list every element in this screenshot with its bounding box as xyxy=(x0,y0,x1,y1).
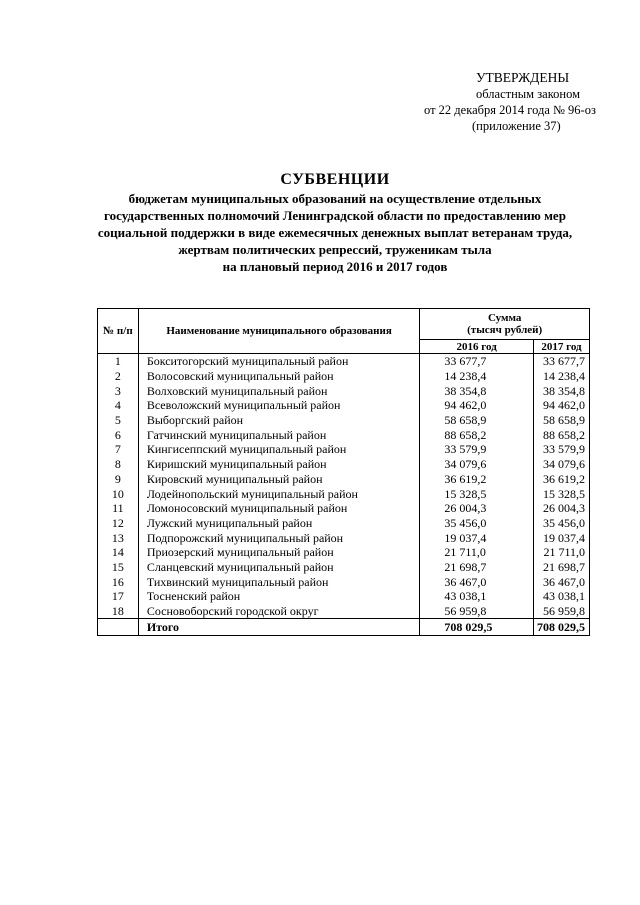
row-number: 13 xyxy=(98,530,139,545)
row-name: Волховский муниципальный район xyxy=(138,383,420,398)
row-name: Лужский муниципальный район xyxy=(138,516,420,531)
table-row xyxy=(98,560,590,575)
row-value-2017: 38 354,8 xyxy=(534,383,590,398)
table-row xyxy=(98,354,590,369)
row-value-2017: 14 238,4 xyxy=(534,369,590,384)
subsidies-table xyxy=(97,308,590,636)
row-value-2017: 26 004,3 xyxy=(534,501,590,516)
row-name: Бокситогорский муниципальный район xyxy=(138,354,420,369)
row-value-2017: 35 456,0 xyxy=(534,516,590,531)
row-value-2017: 19 037,4 xyxy=(534,530,590,545)
title-line: на плановый период 2016 и 2017 годов xyxy=(222,259,448,274)
row-name: Приозерский муниципальный район xyxy=(138,545,420,560)
row-value-2016: 15 328,5 xyxy=(420,486,534,501)
row-value-2016: 26 004,3 xyxy=(420,501,534,516)
row-value-2017: 33 677,7 xyxy=(534,354,590,369)
row-value-2016: 33 579,9 xyxy=(420,442,534,457)
row-number: 16 xyxy=(98,574,139,589)
row-value-2017: 56 959,8 xyxy=(534,604,590,619)
row-value-2016: 43 038,1 xyxy=(420,589,534,604)
row-number: 15 xyxy=(98,560,139,575)
table-row xyxy=(98,589,590,604)
row-name: Тихвинский муниципальный район xyxy=(138,574,420,589)
row-name: Кировский муниципальный район xyxy=(138,472,420,487)
row-value-2016: 35 456,0 xyxy=(420,516,534,531)
row-value-2016: 58 658,9 xyxy=(420,413,534,428)
row-name: Подпорожский муниципальный район xyxy=(138,530,420,545)
title-line: бюджетам муниципальных образований на осуществление отдельных xyxy=(128,191,542,206)
row-name: Киришский муниципальный район xyxy=(138,457,420,472)
approval-date: от 22 декабря 2014 года № 96-оз xyxy=(424,103,596,117)
row-value-2017: 15 328,5 xyxy=(534,486,590,501)
row-number: 18 xyxy=(98,604,139,619)
row-value-2017: 36 467,0 xyxy=(534,574,590,589)
table-body xyxy=(98,354,590,619)
row-value-2017: 36 619,2 xyxy=(534,472,590,487)
row-name: Лодейнопольский муниципальный район xyxy=(138,486,420,501)
title-main: СУБВЕНЦИИ xyxy=(280,171,390,188)
row-number: 4 xyxy=(98,398,139,413)
row-value-2016: 14 238,4 xyxy=(420,369,534,384)
row-value-2017: 21 711,0 xyxy=(534,545,590,560)
row-value-2016: 38 354,8 xyxy=(420,383,534,398)
header-sum xyxy=(420,309,590,340)
table-row xyxy=(98,383,590,398)
row-value-2017: 21 698,7 xyxy=(534,560,590,575)
row-number: 12 xyxy=(98,516,139,531)
header-year-2016: 2016 год xyxy=(420,340,534,354)
total-label: Итого xyxy=(138,619,420,636)
row-value-2017: 34 079,6 xyxy=(534,457,590,472)
table-row xyxy=(98,413,590,428)
approval-law: областным законом xyxy=(476,87,581,101)
row-value-2016: 21 711,0 xyxy=(420,545,534,560)
total-2016: 708 029,5 xyxy=(420,619,534,636)
row-name: Всеволожский муниципальный район xyxy=(138,398,420,413)
row-value-2016: 34 079,6 xyxy=(420,457,534,472)
row-value-2016: 94 462,0 xyxy=(420,398,534,413)
table-row xyxy=(98,442,590,457)
header-year-2017: 2017 год xyxy=(534,340,590,354)
row-value-2016: 56 959,8 xyxy=(420,604,534,619)
title-line: жертвам политических репрессий, труженикам тыла xyxy=(178,242,492,257)
row-value-2017: 33 579,9 xyxy=(534,442,590,457)
row-value-2016: 19 037,4 xyxy=(420,530,534,545)
row-number: 2 xyxy=(98,369,139,384)
row-name: Ломоносовский муниципальный район xyxy=(138,501,420,516)
table-row xyxy=(98,516,590,531)
row-value-2016: 36 619,2 xyxy=(420,472,534,487)
row-number: 3 xyxy=(98,383,139,398)
row-number: 10 xyxy=(98,486,139,501)
row-number: 1 xyxy=(98,354,139,369)
row-value-2016: 33 677,7 xyxy=(420,354,534,369)
row-name: Гатчинский муниципальный район xyxy=(138,427,420,442)
row-number: 11 xyxy=(98,501,139,516)
row-name: Выборгский район xyxy=(138,413,420,428)
row-value-2017: 94 462,0 xyxy=(534,398,590,413)
row-number: 8 xyxy=(98,457,139,472)
approval-title: УТВЕРЖДЕНЫ xyxy=(476,70,570,85)
approval-appendix: (приложение 37) xyxy=(472,119,561,133)
header-num: № п/п xyxy=(98,309,139,354)
row-number: 6 xyxy=(98,427,139,442)
row-name: Кингисеппский муниципальный район xyxy=(138,442,420,457)
row-value-2016: 36 467,0 xyxy=(420,574,534,589)
row-name: Тосненский район xyxy=(138,589,420,604)
approval-stamp xyxy=(424,70,596,134)
row-number: 9 xyxy=(98,472,139,487)
header-name: Наименование муниципального образования xyxy=(138,309,420,354)
table-row xyxy=(98,530,590,545)
total-2017: 708 029,5 xyxy=(534,619,590,636)
row-value-2017: 58 658,9 xyxy=(534,413,590,428)
document-title xyxy=(60,170,610,275)
table-row xyxy=(98,574,590,589)
row-value-2017: 88 658,2 xyxy=(534,427,590,442)
table-row xyxy=(98,545,590,560)
row-number: 5 xyxy=(98,413,139,428)
table-row xyxy=(98,427,590,442)
table-row xyxy=(98,398,590,413)
table-row xyxy=(98,486,590,501)
total-row xyxy=(98,619,590,636)
row-value-2017: 43 038,1 xyxy=(534,589,590,604)
header-sum-label: Сумма xyxy=(487,312,522,324)
row-number: 7 xyxy=(98,442,139,457)
title-line: социальной поддержки в виде ежемесячных денежных выплат ветеранам труда, xyxy=(97,225,573,240)
row-name: Волосовский муниципальный район xyxy=(138,369,420,384)
table-row xyxy=(98,472,590,487)
table-row xyxy=(98,369,590,384)
header-sum-unit: (тысяч рублей) xyxy=(467,324,543,336)
table-row xyxy=(98,604,590,619)
row-number: 17 xyxy=(98,589,139,604)
row-name: Сланцевский муниципальный район xyxy=(138,560,420,575)
row-value-2016: 21 698,7 xyxy=(420,560,534,575)
row-number: 14 xyxy=(98,545,139,560)
row-value-2016: 88 658,2 xyxy=(420,427,534,442)
table-row xyxy=(98,457,590,472)
table-row xyxy=(98,501,590,516)
title-line: государственных полномочий Ленинградской области по предоставлению мер xyxy=(104,208,566,223)
row-name: Сосновоборский городской округ xyxy=(138,604,420,619)
